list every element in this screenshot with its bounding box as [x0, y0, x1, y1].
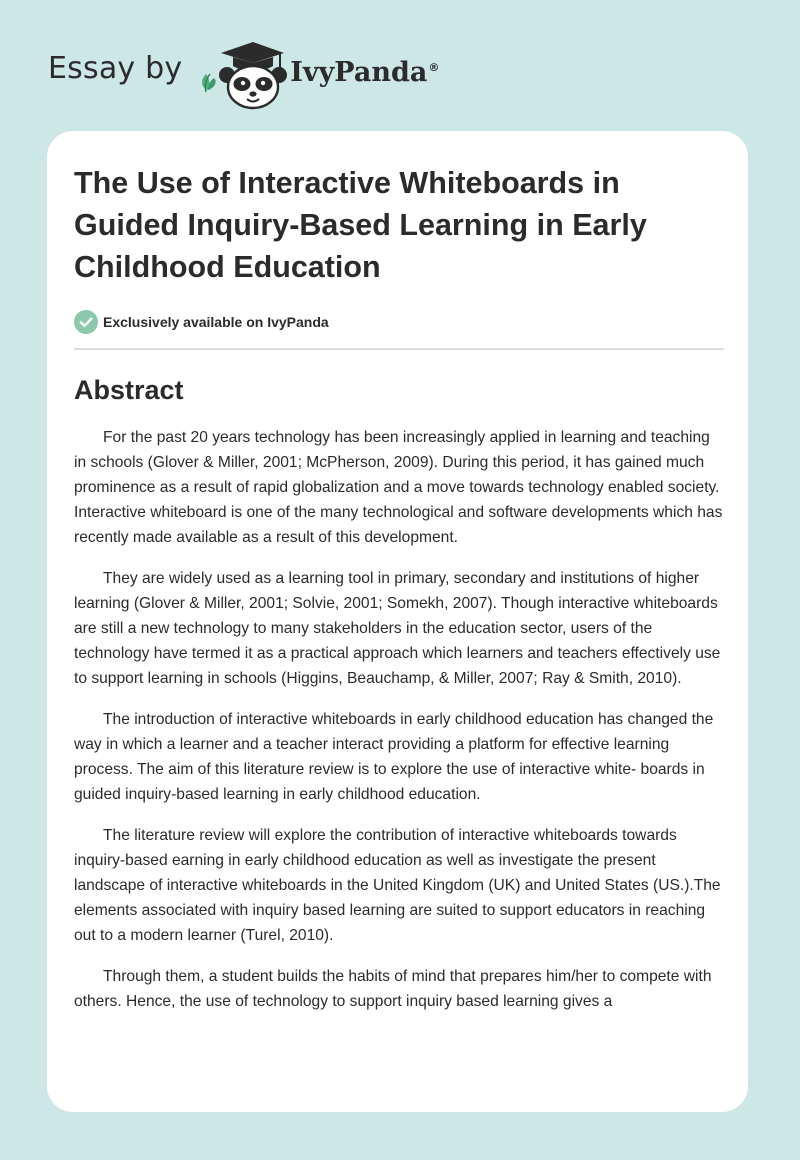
article-title: The Use of Interactive Whiteboards in Guided Inquiry-Based Learning in Early Childhood Education [74, 166, 647, 284]
brand-header[interactable] [48, 34, 439, 110]
divider [74, 348, 724, 350]
exclusive-badge [74, 310, 724, 334]
paragraph: For the past 20 years technology has been increasingly applied in learning and teaching in schools (Glover & Miller, 2001; McPherson, 2009). During this period, it has gained much prominence as a result of rapid globalization and a move towards technology enabled society. Interactive whiteboard is one of the many technological and software developments which has recently made available as a result of this development. [74, 429, 723, 546]
brand-name: IvyPanda® [290, 56, 440, 88]
panda-logo-icon [192, 34, 290, 110]
paragraph: They are widely used as a learning tool in primary, secondary and institutions of higher learning (Glover & Miller, 2001; Solvie, 2001; Somekh, 2007). Though interactive whiteboards are still a new technology to many stakeholders in the education sector, users of the technology have termed it as a practical approach which learners and teachers effectively use to support learning in schools (Higgins, Beauchamp, & Miller, 2007; Ray & Smith, 2010). [74, 570, 721, 687]
paragraph: The literature review will explore the contribution of interactive whiteboards towards inquiry-based earning in early childhood education as well as investigate the present landscape of interactive whiteboards in the United Kingdom (UK) and United States (US.).The elements associated with inquiry based learning are suited to support educators in reaching out to a modern learner (Turel, 2010). [74, 827, 721, 944]
brand-prefix: Essay by [48, 50, 183, 86]
article-card [47, 131, 748, 1112]
check-badge-icon [74, 310, 98, 334]
badge-text: Exclusively available on IvyPanda [103, 314, 329, 330]
paragraph: Through them, a student builds the habits of mind that prepares him/her to compete with others. Hence, the use of technology to support inquiry based learning gives a [74, 968, 712, 1010]
article-content [74, 162, 724, 1014]
paragraph: The introduction of interactive whiteboards in early childhood education has changed the way in which a learner and a teacher interact providing a platform for effective learning process. The aim of this literature review is to explore the use of interactive white- boards in guided inquiry-based learning in early childhood education. [74, 711, 714, 803]
section-heading-abstract: Abstract [74, 375, 184, 405]
registered-mark: ® [428, 60, 440, 74]
